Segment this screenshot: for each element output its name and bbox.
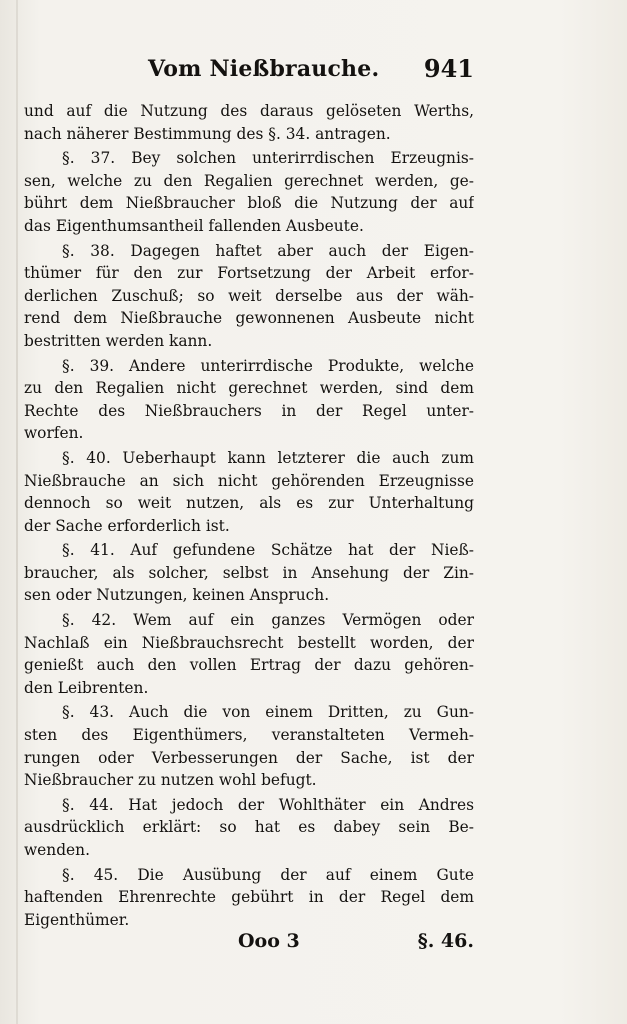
paragraph [24,701,474,791]
text-line: Rechte des Nießbrauchers in der Regel unter- [24,401,474,420]
text-line: Eigenthümer. [24,910,130,929]
text-line: §. 43. Auch die von einem Dritten, zu Gun- [62,703,474,722]
text-line: bestritten werden kann. [24,331,213,350]
text-line: haftenden Ehrenrechte gebührt in der Regel dem [24,888,474,907]
paragraph [24,100,474,145]
paragraph [24,147,474,237]
text-line: braucher, als solcher, selbst in Ansehung der Zin- [24,563,474,582]
text-line: zu den Regalien nicht gerechnet werden, sind dem [24,379,474,398]
text-line: derlichen Zuschuß; so weit derselbe aus der wäh- [24,286,474,305]
text-line: nach näherer Bestimmung des §. 34. antragen. [24,124,391,143]
text-line: §. 38. Dagegen haftet aber auch der Eigen- [62,241,474,260]
paragraph [24,609,474,699]
text-line: worfen. [24,424,84,443]
catchword: §. 46. [417,930,474,952]
text-line: §. 42. Wem auf ein ganzes Vermögen oder [62,611,474,630]
running-head: Vom Nießbrauche. [148,56,380,82]
text-line: das Eigenthumsantheil fallenden Ausbeute. [24,216,364,235]
text-line: genießt auch den vollen Ertrag der dazu gehören- [24,656,474,675]
text-line: den Leibrenten. [24,678,149,697]
page-body [24,100,474,933]
paragraph [24,794,474,862]
text-line: rend dem Nießbrauche gewonnenen Ausbeute nicht [24,309,474,328]
paragraph [24,447,474,537]
page-number: 941 [423,54,474,83]
page-header [24,56,474,90]
paragraph [24,240,474,353]
text-line: wenden. [24,841,90,859]
text-line: der Sache erforderlich ist. [24,516,230,535]
text-line: §. 40. Ueberhaupt kann letzterer die auch zum [62,448,474,467]
page-gutter-edge [16,0,18,1024]
text-line: thümer für den zur Fortsetzung der Arbeit erfor- [24,264,474,283]
text-line: dennoch so weit nutzen, als es zur Unterhaltung [24,494,474,513]
text-line: bührt dem Nießbraucher bloß die Nutzung der auf [24,194,474,213]
text-line: §. 41. Auf gefundene Schätze hat der Nieß- [62,541,474,560]
text-line: §. 44. Hat jedoch der Wohlthäter ein Andres [62,795,474,814]
text-line: §. 37. Bey solchen unterirrdischen Erzeugnis- [62,149,474,168]
text-line: Nießbraucher zu nutzen wohl befugt. [24,771,317,790]
text-line: Nießbrauche an sich nicht gehörenden Erzeugnisse [24,471,474,490]
text-line: §. 45. Die Ausübung der auf einem Gute [62,865,474,884]
text-line: sen oder Nutzungen, keinen Anspruch. [24,586,330,605]
text-line: §. 39. Andere unterirrdische Produkte, welche [62,356,474,375]
text-line: Nachlaß ein Nießbrauchsrecht bestellt worden, der [24,633,474,652]
text-line: sten des Eigenthümers, veranstalteten Vermeh- [24,726,474,745]
signature-mark: Ooo 3 [238,930,300,952]
text-line: rungen oder Verbesserungen der Sache, ist der [24,748,474,767]
page-footer [24,930,474,960]
paragraph [24,355,474,445]
text-line: ausdrücklich erklärt: so hat es dabey sein Be- [24,818,474,837]
paragraph [24,539,474,607]
paragraph [24,864,474,932]
text-line: und auf die Nutzung des daraus gelöseten Werths, [24,102,474,120]
text-line: sen, welche zu den Regalien gerechnet werden, ge- [24,171,474,190]
